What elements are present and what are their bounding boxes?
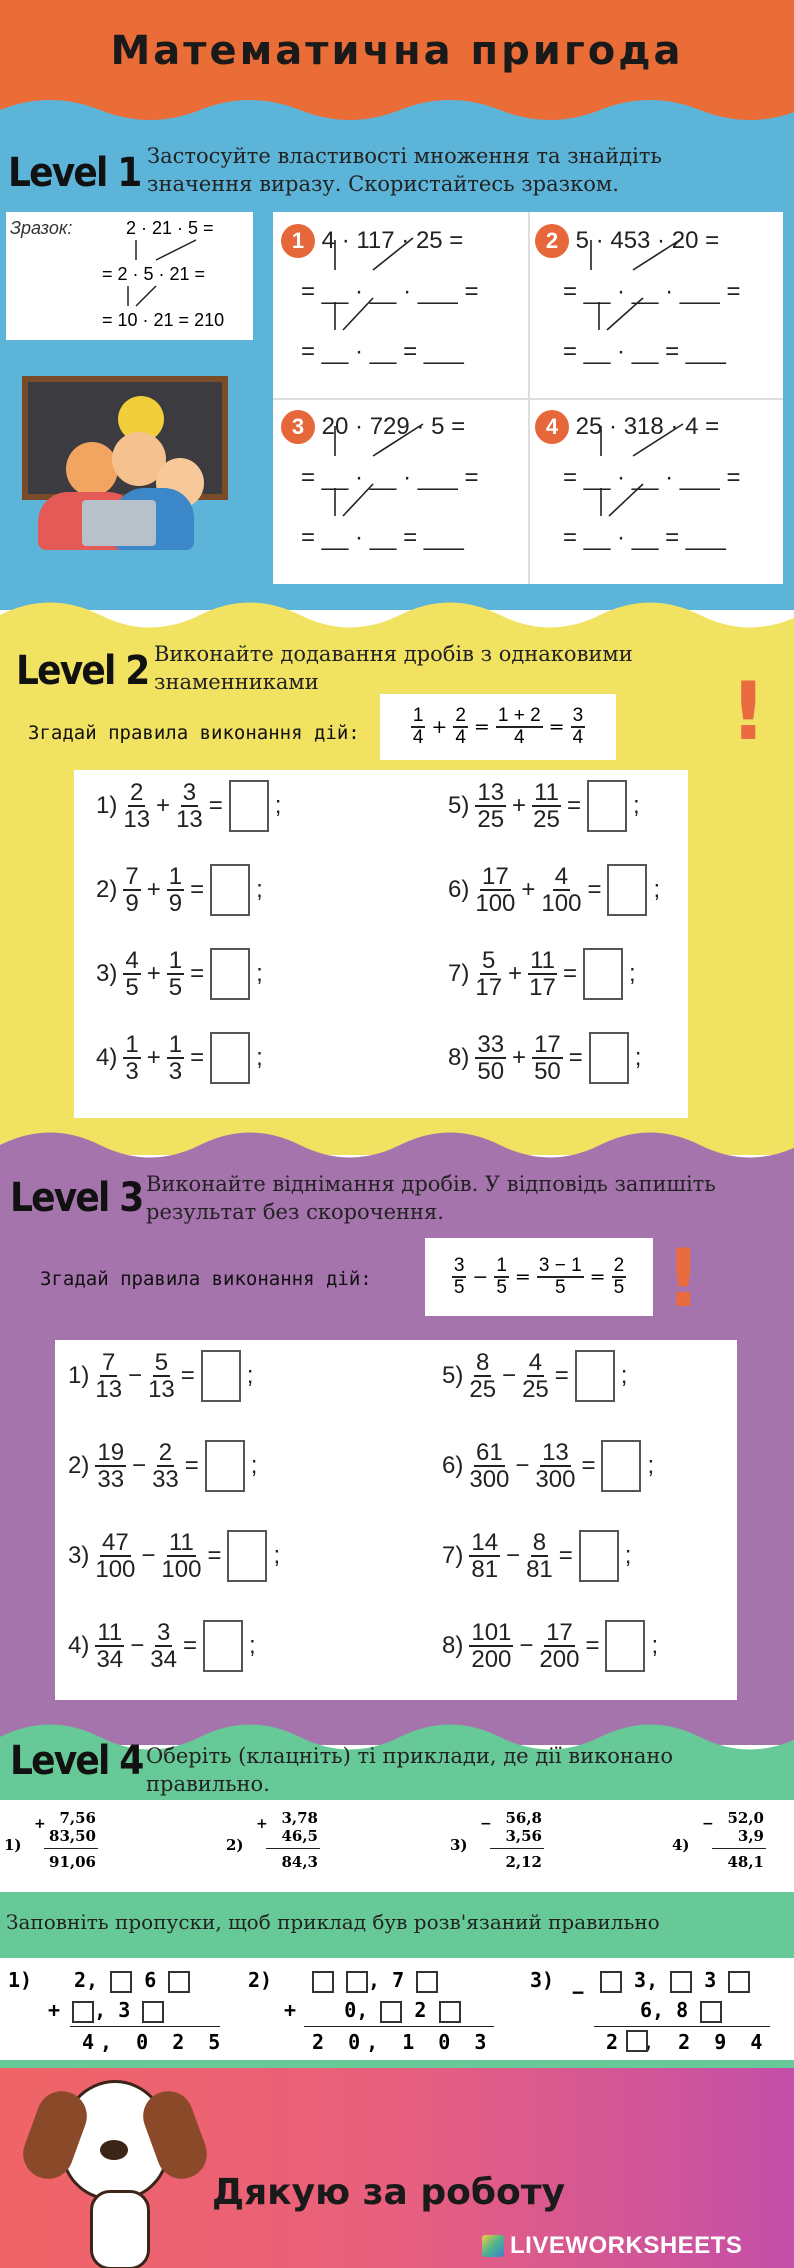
- operator: +: [146, 876, 161, 904]
- fraction: $\frac{1}{3}$: [125, 1031, 139, 1086]
- sample-line: = 2 · 5 · 21 =: [102, 264, 206, 284]
- fraction: $\frac{3}{13}$: [176, 779, 203, 834]
- operator: +: [512, 792, 527, 820]
- column-example[interactable]: 1) + 7,56 83,50 91,06: [4, 1809, 96, 1871]
- exercise-number: 2): [96, 876, 118, 904]
- fraction-exercise: 2) $\frac{19}{33}$ − $\frac{2}{33}$ = ;: [68, 1439, 258, 1494]
- operator: −: [502, 1362, 517, 1390]
- operator: +: [146, 960, 161, 988]
- fraction: $\frac{4}{5}$: [125, 947, 139, 1002]
- fill-box[interactable]: [312, 1971, 334, 1993]
- fraction-exercise: 7) $\frac{5}{17}$ + $\frac{11}{17}$ = ;: [448, 947, 636, 1002]
- fraction: $\frac{4}{100}$: [541, 863, 582, 918]
- fill-box[interactable]: [142, 2001, 164, 2023]
- task-3: [281, 410, 465, 444]
- sample-arrows: [6, 212, 253, 340]
- fraction: $\frac{11}{25}$: [533, 779, 560, 834]
- wave-divider: [0, 1120, 794, 1170]
- fill-box[interactable]: [346, 1971, 368, 1993]
- fraction: $\frac{5}{13}$: [148, 1349, 175, 1404]
- blank-line[interactable]: = __ · __ · ___ =: [301, 464, 479, 491]
- task-expression: 20 · 729 · 5 =: [321, 413, 466, 440]
- fill-box[interactable]: [626, 2030, 648, 2052]
- exercise-number: 1): [96, 792, 118, 820]
- column-example[interactable]: 3) − 56,8 3,56 2,12: [450, 1809, 542, 1871]
- fraction-exercise: 5) $\frac{8}{25}$ − $\frac{4}{25}$ = ;: [442, 1349, 628, 1404]
- fraction: $\frac{17}{100}$: [475, 863, 516, 918]
- fraction: $\frac{17}{50}$: [534, 1031, 561, 1086]
- fraction-exercise: 2) $\frac{7}{9}$ + $\frac{1}{9}$ = ;: [96, 863, 263, 918]
- operator: −: [519, 1632, 534, 1660]
- fraction: $\frac{8}{25}$: [469, 1349, 497, 1404]
- fraction: $\frac{11}{34}$: [96, 1619, 124, 1674]
- task-expression: 5 · 453 · 20 =: [575, 227, 720, 254]
- operator: +: [156, 792, 171, 820]
- fraction: $\frac{7}{9}$: [125, 863, 139, 918]
- answer-box[interactable]: [210, 948, 250, 1000]
- answer-box[interactable]: [203, 1620, 243, 1672]
- exercise-number: 7): [448, 960, 470, 988]
- answer-box[interactable]: [201, 1350, 241, 1402]
- fill-box[interactable]: [110, 1971, 132, 1993]
- fraction: $\frac{47}{100}$: [95, 1529, 136, 1584]
- column-example[interactable]: 2) + 3,78 46,5 84,3: [226, 1809, 318, 1871]
- answer-box[interactable]: [227, 1530, 267, 1582]
- answer-box[interactable]: [601, 1440, 641, 1492]
- fill-box[interactable]: [600, 1971, 622, 1993]
- fraction-exercise: 1) $\frac{2}{13}$ + $\frac{3}{13}$ = ;: [96, 779, 282, 834]
- exercise-number: 8): [442, 1632, 464, 1660]
- level3-hint: Згадай правила виконання дій:: [40, 1268, 372, 1290]
- fraction: $\frac{19}{33}$: [97, 1439, 125, 1494]
- level4-instruction: Оберіть (клацніть) ті приклади, де дії виконано правильно.: [146, 1744, 674, 1796]
- task-4: [535, 410, 719, 444]
- level1-task-card: [273, 212, 783, 584]
- exercise-number: 5): [442, 1362, 464, 1390]
- operator: +: [146, 1044, 161, 1072]
- sample-line: = 10 · 21 = 210: [102, 310, 225, 330]
- level3-rule: $\frac{3}{5}$ − $\frac{1}{5}$ = $\frac{3 - 1}{5}$ = $\frac{2}{5}$: [425, 1238, 653, 1316]
- level2-label: Level 2: [16, 648, 149, 694]
- fraction: $\frac{1}{3}$: [168, 1031, 183, 1086]
- operator: −: [506, 1542, 521, 1570]
- fill-box[interactable]: [168, 1971, 190, 1993]
- classroom-illustration: [18, 372, 228, 562]
- fraction: $\frac{101}{200}$: [471, 1619, 512, 1674]
- dog-illustration: [20, 2070, 220, 2268]
- answer-box[interactable]: [607, 864, 647, 916]
- sample-label: Зразок:: [10, 218, 73, 238]
- answer-box[interactable]: [205, 1440, 245, 1492]
- fraction: $\frac{4}{25}$: [522, 1349, 549, 1404]
- answer-box[interactable]: [605, 1620, 645, 1672]
- fraction: $\frac{13}{25}$: [477, 779, 505, 834]
- answer-box[interactable]: [589, 1032, 629, 1084]
- blank-line[interactable]: = __ · __ = ___: [301, 524, 464, 551]
- exercise-number: 2): [68, 1452, 90, 1480]
- task-expression: 25 · 318 · 4 =: [575, 413, 720, 440]
- page-title: Математична пригода: [110, 28, 684, 74]
- fraction-exercise: 8) $\frac{33}{50}$ + $\frac{17}{50}$ = ;: [448, 1031, 642, 1086]
- fraction: $\frac{33}{50}$: [477, 1031, 505, 1086]
- task-2: [535, 224, 719, 258]
- blank-line[interactable]: = __ · __ = ___: [563, 338, 726, 365]
- operator: +: [521, 876, 536, 904]
- blank-line[interactable]: = __ · __ · ___ =: [563, 278, 741, 305]
- exercise-number: 1): [68, 1362, 90, 1390]
- blank-line[interactable]: = __ · __ = ___: [301, 338, 464, 365]
- fill-task-1: 1) 2, 6 + , 3 4, 0 2 5: [8, 1968, 227, 2054]
- sample-line: 2 · 21 · 5 =: [126, 218, 214, 238]
- exercise-number: 3): [68, 1542, 90, 1570]
- answer-box[interactable]: [575, 1350, 615, 1402]
- level4-label: Level 4: [10, 1738, 143, 1784]
- task-1: [281, 224, 463, 258]
- fill-box[interactable]: [416, 1971, 438, 1993]
- level2-hint: Згадай правила виконання дій:: [28, 722, 360, 744]
- brand-name: LIVEWORKSHEETS: [510, 2232, 743, 2259]
- fraction-exercise: 1) $\frac{7}{13}$ − $\frac{5}{13}$ = ;: [68, 1349, 254, 1404]
- fraction-exercise: 4) $\frac{1}{3}$ + $\frac{1}{3}$ = ;: [96, 1031, 263, 1086]
- wave-divider: [0, 590, 794, 640]
- task-number-badge: 1: [281, 224, 315, 258]
- fraction: $\frac{61}{300}$: [469, 1439, 510, 1494]
- fraction: $\frac{5}{17}$: [475, 947, 503, 1002]
- task-number-badge: 3: [281, 410, 315, 444]
- answer-box[interactable]: [210, 1032, 250, 1084]
- fraction: $\frac{11}{100}$: [161, 1529, 202, 1584]
- fraction-exercise: 4) $\frac{11}{34}$ − $\frac{3}{34}$ = ;: [68, 1619, 256, 1674]
- blank-line[interactable]: = __ · __ = ___: [563, 524, 726, 551]
- answer-box[interactable]: [579, 1530, 619, 1582]
- fraction-exercise: 6) $\frac{17}{100}$ + $\frac{4}{100}$ = ;: [448, 863, 661, 918]
- level1-instruction: Застосуйте властивості множення та знайдіть значення виразу. Скористайтесь зразком.: [147, 144, 662, 196]
- fraction: $\frac{2}{33}$: [152, 1439, 179, 1494]
- level2-rule: $\frac{1}{4}$ + $\frac{2}{4}$ = $\frac{1 + 2}{4}$ = $\frac{3}{4}$: [380, 694, 616, 760]
- exclamation-icon: !: [730, 665, 767, 758]
- task-number-badge: 4: [535, 410, 569, 444]
- fill-box[interactable]: [380, 2001, 402, 2023]
- fraction: $\frac{3}{34}$: [150, 1619, 177, 1674]
- fraction: $\frac{17}{200}$: [539, 1619, 580, 1674]
- exercise-number: 8): [448, 1044, 470, 1072]
- exercise-number: 3): [96, 960, 118, 988]
- level3-instruction: Виконайте віднімання дробів. У відповідь запишіть результат без скорочення.: [146, 1172, 716, 1224]
- fraction: $\frac{13}{300}$: [535, 1439, 576, 1494]
- fill-box[interactable]: [72, 2001, 94, 2023]
- answer-box[interactable]: [587, 780, 627, 832]
- fraction: $\frac{8}{81}$: [526, 1529, 553, 1584]
- blank-line[interactable]: = __ · __ · ___ =: [301, 278, 479, 305]
- fraction-exercise: 7) $\frac{14}{81}$ − $\frac{8}{81}$ = ;: [442, 1529, 632, 1584]
- fraction-exercise: 3) $\frac{47}{100}$ − $\frac{11}{100}$ = ;: [68, 1529, 281, 1584]
- fraction: $\frac{7}{13}$: [95, 1349, 123, 1404]
- answer-box[interactable]: [210, 864, 250, 916]
- thanks-text: Дякую за роботу: [212, 2172, 566, 2213]
- blank-line[interactable]: = __ · __ · ___ =: [563, 464, 741, 491]
- fraction: $\frac{14}{81}$: [471, 1529, 499, 1584]
- fraction: $\frac{11}{17}$: [529, 947, 556, 1002]
- operator: +: [512, 1044, 527, 1072]
- level1-label: Level 1: [8, 150, 141, 196]
- exercise-number: 7): [442, 1542, 464, 1570]
- brand-logo: [482, 2232, 742, 2260]
- fill-box[interactable]: [439, 2001, 461, 2023]
- answer-box[interactable]: [583, 948, 623, 1000]
- fraction-exercise: 3) $\frac{4}{5}$ + $\frac{1}{5}$ = ;: [96, 947, 263, 1002]
- fraction-exercise: 5) $\frac{13}{25}$ + $\frac{11}{25}$ = ;: [448, 779, 640, 834]
- fill-task-2: 2) , 7 + 0, 2 2 0, 1 0 3: [248, 1968, 493, 2054]
- fill-task-3: 3) − 3, 3 6, 8 2 , 2 9 4: [530, 1968, 769, 2054]
- level2-instruction: Виконайте додавання дробів з однаковими знаменниками: [154, 642, 633, 694]
- operator: +: [508, 960, 523, 988]
- operator: −: [130, 1632, 145, 1660]
- fraction-exercise: 6) $\frac{61}{300}$ − $\frac{13}{300}$ = ;: [442, 1439, 655, 1494]
- operator: −: [128, 1362, 143, 1390]
- fraction-exercise: 8) $\frac{101}{200}$ − $\frac{17}{200}$ = ;: [442, 1619, 659, 1674]
- exercise-number: 6): [442, 1452, 464, 1480]
- exclamation-icon: !: [665, 1232, 702, 1325]
- operator: −: [515, 1452, 530, 1480]
- brand-icon: [482, 2235, 504, 2257]
- exercise-number: 5): [448, 792, 470, 820]
- fill-box[interactable]: [670, 1971, 692, 1993]
- task-expression: 4 · 117 · 25 =: [321, 227, 464, 254]
- exercise-number: 4): [68, 1632, 90, 1660]
- column-example[interactable]: 4) − 52,0 3,9 48,1: [672, 1809, 764, 1871]
- level3-label: Level 3: [10, 1175, 143, 1221]
- operator: −: [132, 1452, 147, 1480]
- fill-box[interactable]: [728, 1971, 750, 1993]
- fraction: $\frac{1}{9}$: [168, 863, 183, 918]
- sample-card: [6, 212, 253, 340]
- fill-box[interactable]: [700, 2001, 722, 2023]
- answer-box[interactable]: [229, 780, 269, 832]
- fraction: $\frac{1}{5}$: [168, 947, 183, 1002]
- exercise-number: 4): [96, 1044, 118, 1072]
- fill-instruction: Заповніть пропуски, щоб приклад був розв'язаний правильно: [6, 1910, 660, 1934]
- exercise-number: 6): [448, 876, 470, 904]
- fraction: $\frac{2}{13}$: [123, 779, 151, 834]
- operator: −: [141, 1542, 156, 1570]
- task-number-badge: 2: [535, 224, 569, 258]
